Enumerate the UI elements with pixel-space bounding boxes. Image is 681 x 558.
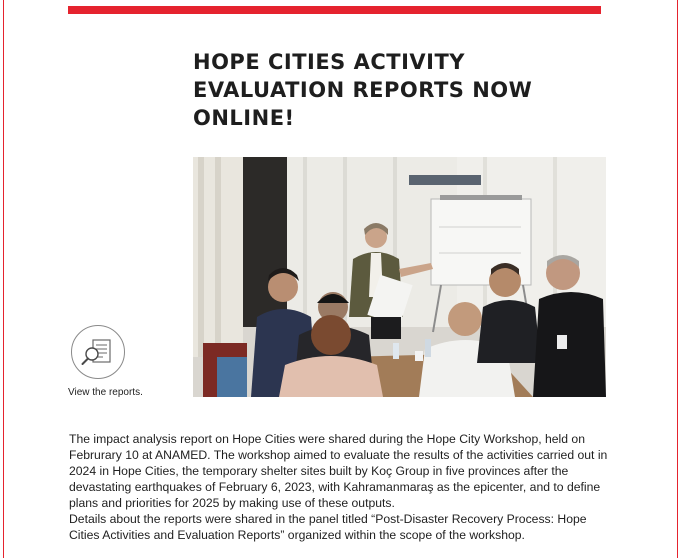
view-reports-label: View the reports.	[68, 387, 143, 398]
workshop-photo	[193, 157, 606, 397]
page-border-left	[3, 0, 4, 558]
body-paragraph: Details about the reports were shared in the panel titled “Post-Disaster Recovery Process: Hope Cities Activities and Evaluation Reports” organized within the scope of the workshop.	[69, 512, 587, 542]
accent-bar	[68, 6, 601, 14]
view-reports-link[interactable]	[68, 322, 148, 402]
document-magnifier-icon	[70, 324, 126, 380]
body-paragraph: The impact analysis report on Hope Cities were shared during the Hope City Workshop, held on Februrary 10 at ANAMED. The workshop aimed to evaluate the results of the activities carried out in 2024 in Hope Cities, the temporary shelter sites built by Koç Group in five provinces after the devastating earthquakes of February 6, 2023, with Kahramanmaraş as the epicenter, and to define plans and priorities for 2025 by making use of these outputs.	[69, 432, 608, 510]
page-border-right	[677, 0, 678, 558]
article-headline: HOPE CITIES ACTIVITY EVALUATION REPORTS NOW ONLINE!	[193, 50, 533, 130]
article-body	[69, 431, 609, 543]
